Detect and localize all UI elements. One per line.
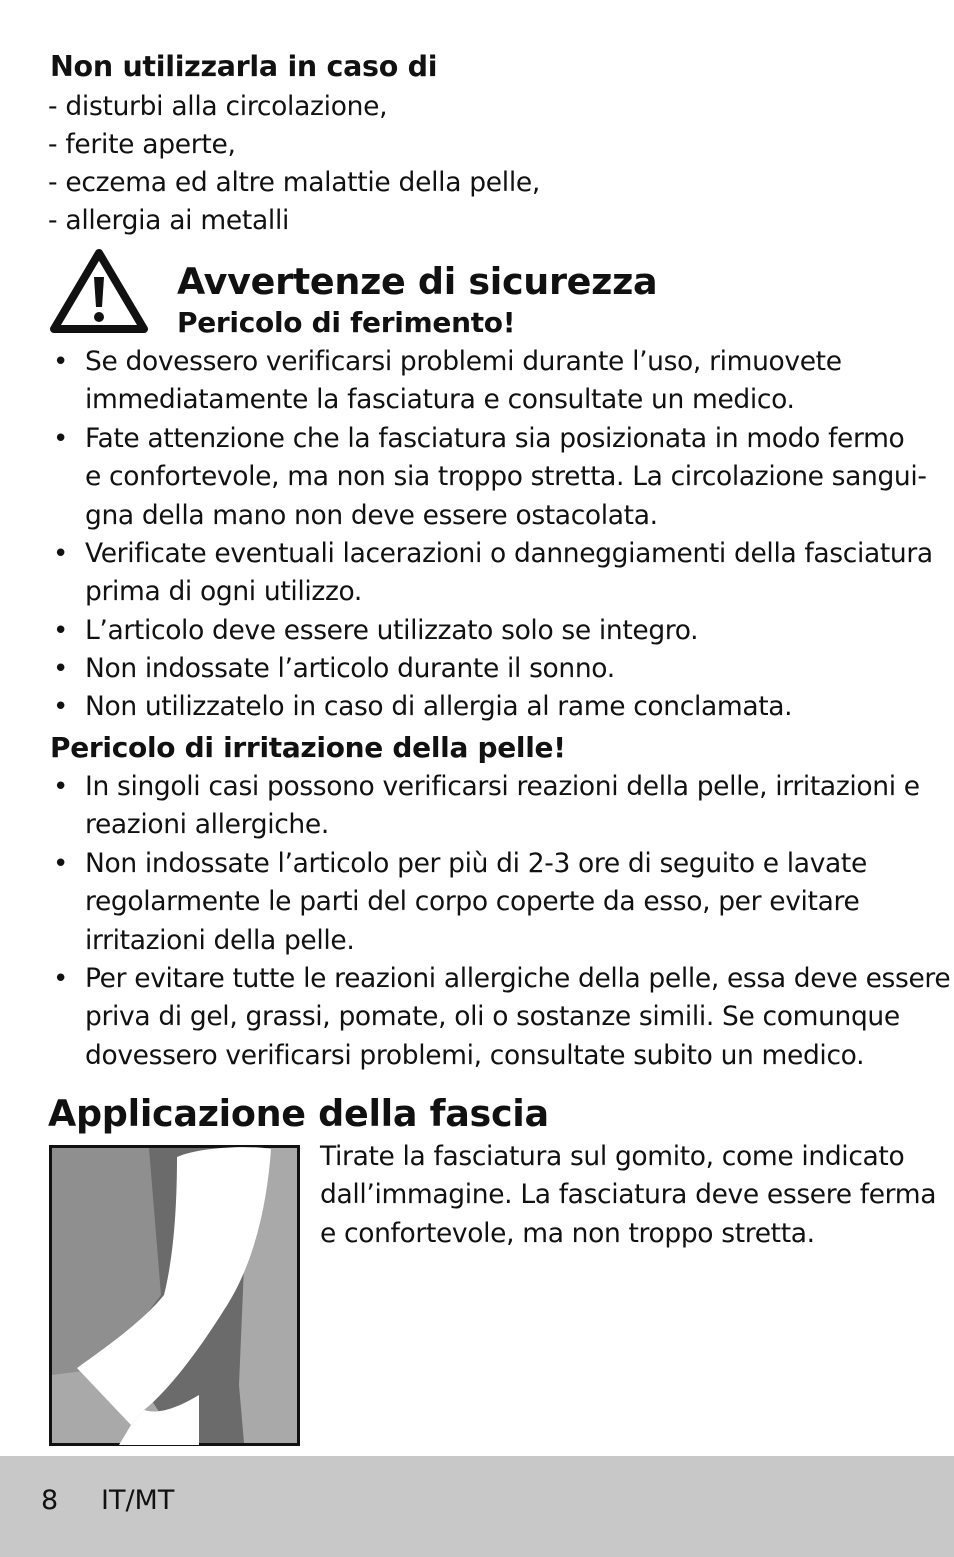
list-item: In singoli casi possono verificarsi reazioni della pelle, irritazioni e reazioni allergiche. — [85, 771, 920, 841]
elbow-bandage-illustration — [49, 1145, 300, 1446]
contraindication-item: - eczema ed altre malattie della pelle, — [48, 167, 541, 198]
bullet-dot: • — [53, 772, 69, 802]
bullet-dot: • — [53, 849, 69, 879]
application-text-line: dall’immagine. La fasciatura deve essere ferma — [320, 1179, 937, 1211]
contraindication-item: - allergia ai metalli — [48, 205, 290, 236]
contraindications-heading: Non utilizzarla in caso di — [50, 50, 438, 83]
bullet-dot: • — [53, 964, 69, 994]
bullet-dot: • — [53, 347, 69, 377]
list-item: Fate attenzione che la fasciatura sia posizionata in modo fermo e confortevole, ma non sia troppo stretta. La circolazione sangui- gna della mano non deve essere ostacolata. — [85, 423, 927, 531]
warning-triangle-icon — [48, 247, 150, 335]
application-title: Applicazione della fascia — [48, 1092, 549, 1135]
application-text-line: e confortevole, ma non troppo stretta. — [320, 1217, 815, 1249]
list-item: Per evitare tutte le reazioni allergiche della pelle, essa deve essere priva di gel, grassi, pomate, oli o sostanze simili. Se comunque dovessero verificarsi problemi, consultate subito un medico. — [85, 963, 951, 1071]
contraindication-item: - disturbi alla circolazione, — [48, 91, 388, 122]
bullet-dot: • — [53, 616, 69, 646]
list-item: L’articolo deve essere utilizzato solo se integro. — [85, 615, 699, 646]
bullet-dot: • — [53, 424, 69, 454]
application-text — [320, 1138, 936, 1253]
bullet-dot: • — [53, 692, 69, 722]
list-item: Verificate eventuali lacerazioni o danneggiamenti della fasciatura prima di ogni utilizzo. — [85, 538, 933, 608]
injury-subtitle: Pericolo di ferimento! — [177, 306, 516, 339]
bullet-dot: • — [53, 539, 69, 569]
application-text-line: Tirate la fasciatura sul gomito, come indicato — [320, 1141, 905, 1172]
list-item: Non utilizzatelo in caso di allergia al rame conclamata. — [85, 691, 793, 722]
bullet-dot: • — [53, 654, 69, 684]
list-item: Non indossate l’articolo durante il sonno. — [85, 653, 615, 684]
safety-title: Avvertenze di sicurezza — [177, 260, 658, 303]
locale-label: IT/MT — [101, 1485, 175, 1516]
list-item: Se dovessero verificarsi problemi durante l’uso, rimuovete immediatamente la fasciatura e consultate un medico. — [85, 346, 842, 416]
contraindication-item: - ferite aperte, — [48, 129, 236, 160]
list-item: Non indossate l’articolo per più di 2-3 ore di seguito e lavate regolarmente le parti del corpo coperte da esso, per evitare irritazioni della pelle. — [85, 848, 867, 956]
skin-subtitle: Pericolo di irritazione della pelle! — [50, 731, 566, 764]
page-number: 8 — [41, 1485, 59, 1516]
